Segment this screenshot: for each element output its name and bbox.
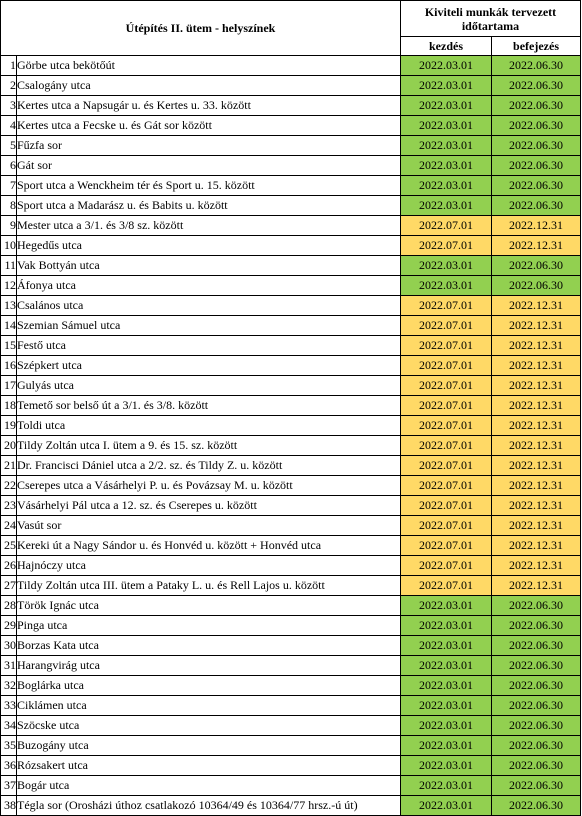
table-row [1,796,581,816]
row-start-date: 2022.07.01 [401,496,492,516]
row-start-date: 2022.07.01 [401,456,492,476]
table-row [1,196,581,216]
row-end-date: 2022.12.31 [492,216,581,236]
row-end-date: 2022.06.30 [492,196,581,216]
row-location: Szöcske utca [17,716,401,736]
row-end-date: 2022.06.30 [492,616,581,636]
end-column-header: befejezés [492,37,581,56]
row-number: 20 [1,436,17,456]
table-row [1,436,581,456]
row-end-date: 2022.12.31 [492,336,581,356]
row-start-date: 2022.03.01 [401,696,492,716]
table-row [1,756,581,776]
row-end-date: 2022.06.30 [492,56,581,76]
table-row [1,416,581,436]
row-end-date: 2022.06.30 [492,136,581,156]
row-start-date: 2022.03.01 [401,656,492,676]
table-row [1,156,581,176]
row-number: 17 [1,376,17,396]
row-number: 6 [1,156,17,176]
row-location: Sport utca a Madarász u. és Babits u. között [17,196,401,216]
row-end-date: 2022.12.31 [492,376,581,396]
row-end-date: 2022.06.30 [492,76,581,96]
row-start-date: 2022.03.01 [401,156,492,176]
row-start-date: 2022.07.01 [401,376,492,396]
row-location: Hajnóczy utca [17,556,401,576]
row-number: 1 [1,56,17,76]
row-start-date: 2022.03.01 [401,736,492,756]
row-end-date: 2022.06.30 [492,596,581,616]
table-row [1,76,581,96]
duration-line1: Kiviteli munkák tervezett [424,4,557,19]
row-start-date: 2022.03.01 [401,136,492,156]
row-number: 25 [1,536,17,556]
row-number: 38 [1,796,17,816]
row-location: Tégla sor (Orosházi úthoz csatlakozó 10364/49 és 10364/77 hrsz.-ú út) [17,796,401,816]
row-end-date: 2022.12.31 [492,396,581,416]
row-start-date: 2022.07.01 [401,436,492,456]
row-number: 7 [1,176,17,196]
row-start-date: 2022.03.01 [401,616,492,636]
row-end-date: 2022.12.31 [492,316,581,336]
row-start-date: 2022.03.01 [401,176,492,196]
row-number: 5 [1,136,17,156]
table-row [1,56,581,76]
table-row [1,316,581,336]
table-row [1,496,581,516]
row-number: 16 [1,356,17,376]
row-number: 13 [1,296,17,316]
table-row [1,696,581,716]
row-start-date: 2022.03.01 [401,76,492,96]
row-end-date: 2022.06.30 [492,656,581,676]
row-location: Ciklámen utca [17,696,401,716]
row-number: 22 [1,476,17,496]
table-row [1,736,581,756]
table-row [1,776,581,796]
row-end-date: 2022.06.30 [492,176,581,196]
row-number: 9 [1,216,17,236]
row-location: Csalános utca [17,296,401,316]
row-end-date: 2022.06.30 [492,156,581,176]
row-end-date: 2022.06.30 [492,676,581,696]
row-location: Buzogány utca [17,736,401,756]
row-number: 31 [1,656,17,676]
row-start-date: 2022.07.01 [401,236,492,256]
row-location: Csalogány utca [17,76,401,96]
table-row [1,136,581,156]
table-row [1,236,581,256]
row-end-date: 2022.12.31 [492,536,581,556]
row-end-date: 2022.12.31 [492,296,581,316]
table-row [1,636,581,656]
row-end-date: 2022.12.31 [492,436,581,456]
row-end-date: 2022.12.31 [492,456,581,476]
row-number: 27 [1,576,17,596]
row-number: 37 [1,776,17,796]
table-row [1,116,581,136]
row-start-date: 2022.07.01 [401,516,492,536]
row-location: Kereki út a Nagy Sándor u. és Honvéd u. között + Honvéd utca [17,536,401,556]
row-end-date: 2022.06.30 [492,636,581,656]
row-start-date: 2022.03.01 [401,716,492,736]
row-location: Toldi utca [17,416,401,436]
row-location: Mester utca a 3/1. és 3/8 sz. között [17,216,401,236]
table-row [1,336,581,356]
row-number: 34 [1,716,17,736]
row-end-date: 2022.06.30 [492,716,581,736]
table-row [1,576,581,596]
table-row [1,456,581,476]
duration-header [401,1,581,37]
row-location: Hegedűs utca [17,236,401,256]
row-number: 29 [1,616,17,636]
row-end-date: 2022.12.31 [492,236,581,256]
row-location: Kertes utca a Napsugár u. és Kertes u. 33. között [17,96,401,116]
row-start-date: 2022.03.01 [401,56,492,76]
row-location: Kertes utca a Fecske u. és Gát sor között [17,116,401,136]
row-start-date: 2022.07.01 [401,416,492,436]
row-number: 14 [1,316,17,336]
row-end-date: 2022.12.31 [492,496,581,516]
row-start-date: 2022.07.01 [401,556,492,576]
row-number: 2 [1,76,17,96]
row-end-date: 2022.06.30 [492,116,581,136]
row-start-date: 2022.03.01 [401,196,492,216]
row-start-date: 2022.07.01 [401,356,492,376]
row-start-date: 2022.03.01 [401,776,492,796]
row-start-date: 2022.07.01 [401,536,492,556]
schedule-rows [1,56,581,816]
table-row [1,376,581,396]
table-row [1,356,581,376]
table-row [1,556,581,576]
row-end-date: 2022.06.30 [492,276,581,296]
row-number: 24 [1,516,17,536]
row-start-date: 2022.03.01 [401,276,492,296]
row-number: 26 [1,556,17,576]
table-row [1,176,581,196]
row-end-date: 2022.12.31 [492,516,581,536]
row-start-date: 2022.07.01 [401,476,492,496]
row-location: Tildy Zoltán utca I. ütem a 9. és 15. sz. között [17,436,401,456]
row-number: 32 [1,676,17,696]
row-number: 19 [1,416,17,436]
row-number: 30 [1,636,17,656]
table-row [1,676,581,696]
row-start-date: 2022.07.01 [401,396,492,416]
table-row [1,256,581,276]
row-start-date: 2022.03.01 [401,796,492,816]
row-location: Fűzfa sor [17,136,401,156]
table-row [1,536,581,556]
row-number: 10 [1,236,17,256]
table-row [1,396,581,416]
row-end-date: 2022.12.31 [492,556,581,576]
row-number: 15 [1,336,17,356]
row-end-date: 2022.12.31 [492,476,581,496]
row-location: Vak Bottyán utca [17,256,401,276]
row-number: 35 [1,736,17,756]
row-location: Boglárka utca [17,676,401,696]
table-row [1,716,581,736]
row-location: Rózsakert utca [17,756,401,776]
row-start-date: 2022.07.01 [401,296,492,316]
row-location: Borzas Kata utca [17,636,401,656]
row-end-date: 2022.12.31 [492,356,581,376]
row-location: Szépkert utca [17,356,401,376]
row-start-date: 2022.03.01 [401,596,492,616]
row-number: 28 [1,596,17,616]
row-end-date: 2022.12.31 [492,576,581,596]
row-start-date: 2022.03.01 [401,96,492,116]
row-location: Dr. Francisci Dániel utca a 2/2. sz. és Tildy Z. u. között [17,456,401,476]
row-start-date: 2022.03.01 [401,256,492,276]
row-location: Vásárhelyi Pál utca a 12. sz. és Cserepes u. között [17,496,401,516]
row-start-date: 2022.03.01 [401,676,492,696]
row-location: Cserepes utca a Vásárhelyi P. u. és Povázsay M. u. között [17,476,401,496]
table-row [1,276,581,296]
row-start-date: 2022.07.01 [401,336,492,356]
row-start-date: 2022.07.01 [401,316,492,336]
table-row [1,96,581,116]
table-row [1,516,581,536]
row-location: Szemian Sámuel utca [17,316,401,336]
row-number: 36 [1,756,17,776]
row-end-date: 2022.06.30 [492,776,581,796]
row-end-date: 2022.06.30 [492,756,581,776]
row-number: 3 [1,96,17,116]
row-location: Pinga utca [17,616,401,636]
row-number: 11 [1,256,17,276]
row-location: Harangvirág utca [17,656,401,676]
row-location: Sport utca a Wenckheim tér és Sport u. 15. között [17,176,401,196]
row-end-date: 2022.06.30 [492,256,581,276]
row-end-date: 2022.06.30 [492,736,581,756]
row-location: Temető sor belső út a 3/1. és 3/8. között [17,396,401,416]
row-location: Gulyás utca [17,376,401,396]
row-location: Gát sor [17,156,401,176]
row-location: Áfonya utca [17,276,401,296]
table-row [1,596,581,616]
row-location: Tildy Zoltán utca III. ütem a Pataky L. u. és Rell Lajos u. között [17,576,401,596]
table-row [1,616,581,636]
row-end-date: 2022.12.31 [492,416,581,436]
row-start-date: 2022.07.01 [401,576,492,596]
row-number: 18 [1,396,17,416]
row-start-date: 2022.03.01 [401,116,492,136]
row-end-date: 2022.06.30 [492,796,581,816]
start-column-header: kezdés [401,37,492,56]
row-number: 23 [1,496,17,516]
row-location: Festő utca [17,336,401,356]
row-number: 4 [1,116,17,136]
table-row [1,476,581,496]
row-start-date: 2022.07.01 [401,216,492,236]
row-start-date: 2022.03.01 [401,636,492,656]
row-number: 8 [1,196,17,216]
row-end-date: 2022.06.30 [492,696,581,716]
table-title: Útépítés II. ütem - helyszínek [1,1,401,56]
row-location: Török Ignác utca [17,596,401,616]
table-row [1,656,581,676]
row-location: Görbe utca bekötőút [17,56,401,76]
table-row [1,216,581,236]
row-number: 33 [1,696,17,716]
row-location: Vasút sor [17,516,401,536]
row-end-date: 2022.06.30 [492,96,581,116]
table-row [1,296,581,316]
row-start-date: 2022.03.01 [401,756,492,776]
duration-line2: időtartama [461,18,520,33]
row-location: Bogár utca [17,776,401,796]
row-number: 12 [1,276,17,296]
row-number: 21 [1,456,17,476]
